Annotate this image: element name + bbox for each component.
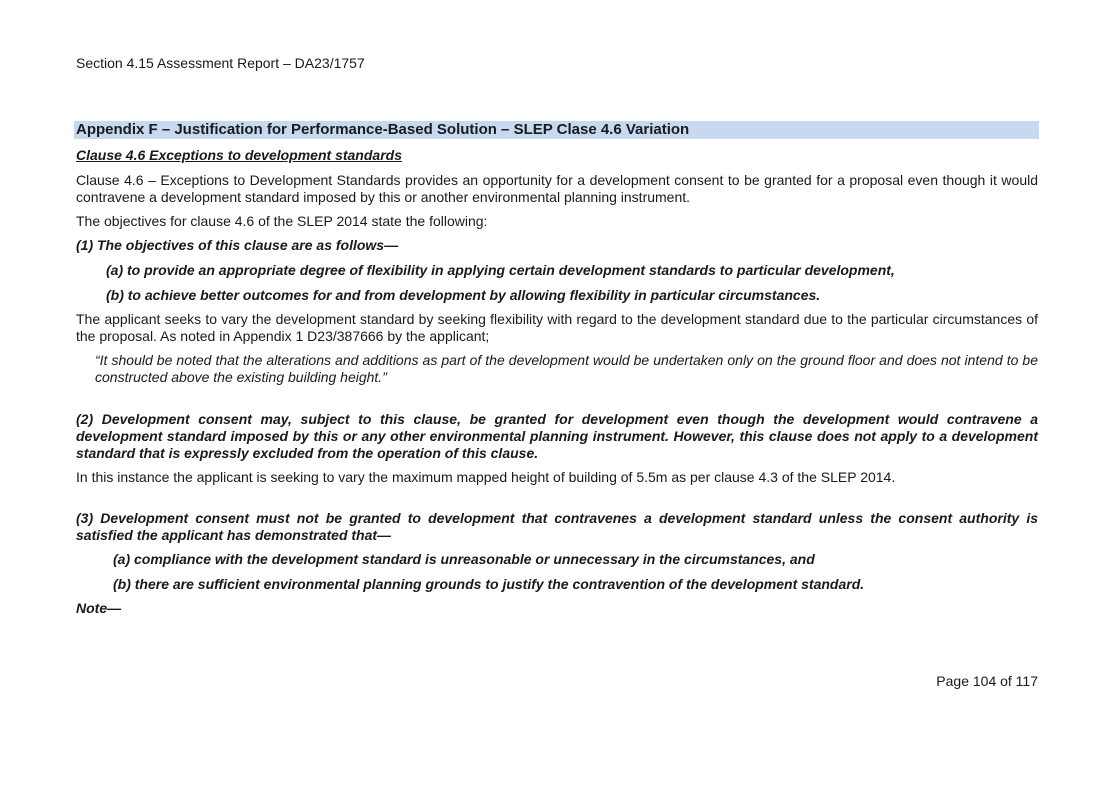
subclause-3a: (a) compliance with the development standard is unreasonable or unnecessary in the circumstances, and [113,551,815,567]
intro-paragraph: Clause 4.6 – Exceptions to Development Standards provides an opportunity for a development consent to be granted for a proposal even though it would contravene a development standard imposed by this or another environmental planning instrument. [76,172,1038,205]
objective-1a: (a) to provide an appropriate degree of flexibility in applying certain development standards to particular development, [106,262,895,278]
applicant-paragraph: The applicant seeks to vary the development standard by seeking flexibility with regard to the development standard due to the particular circumstances of the proposal. As noted in Appendix 1 D23/387666 by the applicant; [76,311,1038,344]
objective-1-heading: (1) The objectives of this clause are as follows— [76,237,399,253]
appendix-title: Appendix F – Justification for Performance-Based Solution – SLEP Clase 4.6 Variation [74,121,1039,139]
objective-1b: (b) to achieve better outcomes for and from development by allowing flexibility in particular circumstances. [106,287,821,303]
clause-heading: Clause 4.6 Exceptions to development standards [76,147,402,163]
note-label: Note— [76,600,122,616]
subclause-3b: (b) there are sufficient environmental planning grounds to justify the contravention of the development standard. [113,576,865,592]
objectives-intro: The objectives for clause 4.6 of the SLEP 2014 state the following: [76,213,488,229]
applicant-quote: “It should be noted that the alterations and additions as part of the development would be undertaken only on the ground floor and does not intend to be constructed above the existing building height.” [95,352,1038,385]
subclause-3: (3) Development consent must not be granted to development that contravenes a development standard unless the consent authority is satisfied the applicant has demonstrated that— [76,510,1038,543]
report-header: Section 4.15 Assessment Report – DA23/1757 [76,55,365,71]
subclause-2: (2) Development consent may, subject to this clause, be granted for development even though the development would contravene a development standard imposed by this or any other environmental planning instrument. However, this clause does not apply to a development standard that is expressly excluded from the operation of this clause. [76,411,1038,461]
instance-paragraph: In this instance the applicant is seeking to vary the maximum mapped height of building of 5.5m as per clause 4.3 of the SLEP 2014. [76,469,896,485]
page-number: Page 104 of 117 [936,673,1038,689]
